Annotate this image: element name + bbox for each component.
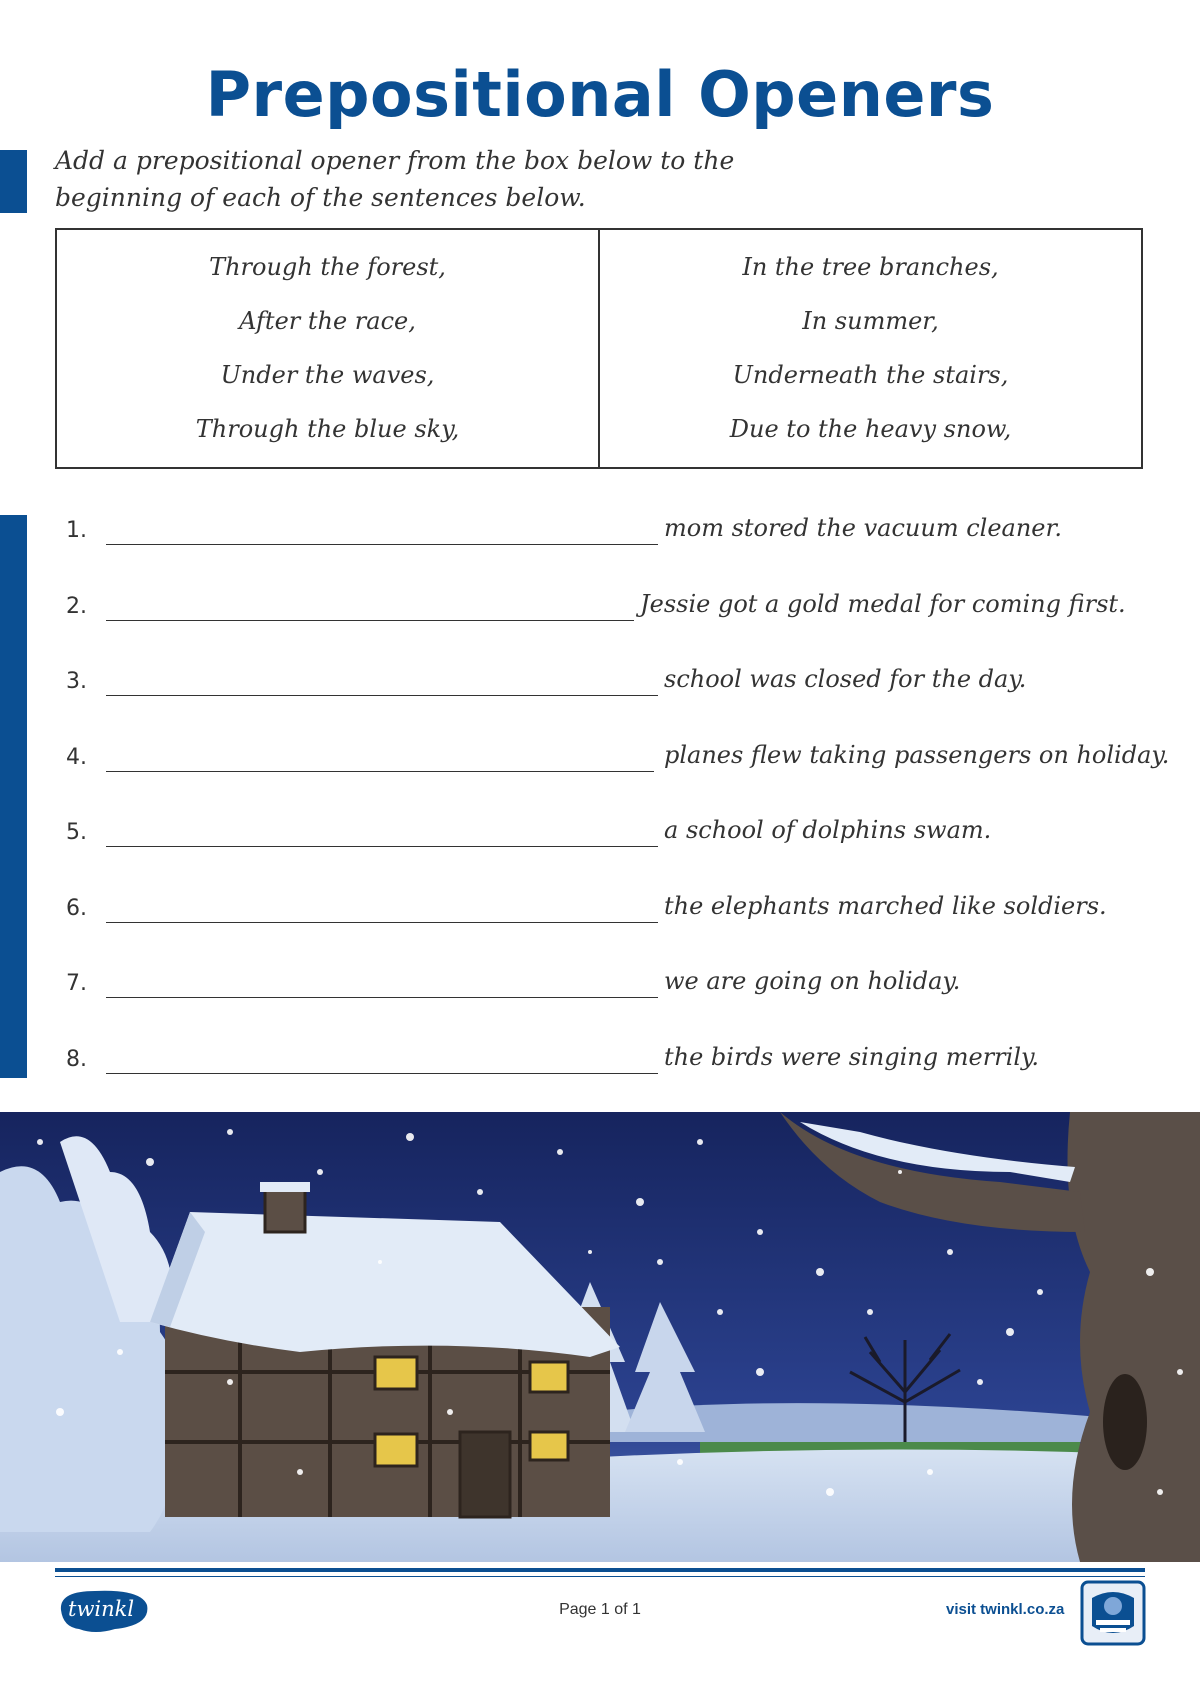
sentence-ending: mom stored the vacuum cleaner. xyxy=(664,514,1062,542)
exercise-number: 5. xyxy=(66,820,87,845)
answer-blank[interactable] xyxy=(106,544,658,545)
exercise-row xyxy=(0,965,1200,1005)
exercise-row xyxy=(0,890,1200,930)
sentence-ending: planes flew taking passengers on holiday. xyxy=(664,741,1170,769)
exercise-row xyxy=(0,739,1200,779)
twinkl-logo-text: twinkl xyxy=(68,1597,135,1621)
exercise-row xyxy=(0,814,1200,854)
exercise-number: 8. xyxy=(66,1047,87,1072)
word-option: Under the waves, xyxy=(220,361,435,389)
answer-blank[interactable] xyxy=(106,846,658,847)
word-option: Due to the heavy snow, xyxy=(729,415,1012,443)
exercise-row xyxy=(0,663,1200,703)
exercise-number: 6. xyxy=(66,896,87,921)
exercise-row xyxy=(0,512,1200,552)
sentence-ending: the elephants marched like soldiers. xyxy=(664,892,1107,920)
exercise-row xyxy=(0,1041,1200,1081)
answer-blank[interactable] xyxy=(106,922,658,923)
sentence-ending: Jessie got a gold medal for coming first. xyxy=(640,590,1126,618)
answer-blank[interactable] xyxy=(106,997,658,998)
exercise-number: 3. xyxy=(66,669,87,694)
instructions-text: Add a prepositional opener from the box below to the beginning of each of the sentences below. xyxy=(55,146,735,212)
word-option: Through the forest, xyxy=(209,253,446,281)
answer-blank[interactable] xyxy=(106,620,634,621)
word-box-right-column xyxy=(598,230,1141,467)
word-option: Underneath the stairs, xyxy=(732,361,1009,389)
website-link[interactable]: visit twinkl.co.za xyxy=(946,1601,1065,1618)
footer-divider-thin xyxy=(55,1576,1145,1577)
sentence-ending: the birds were singing merrily. xyxy=(664,1043,1039,1071)
word-option: After the race, xyxy=(239,307,416,335)
page-number: Page 1 of 1 xyxy=(559,1601,641,1618)
exercise-number: 2. xyxy=(66,594,87,619)
word-box xyxy=(55,228,1143,469)
exercise-number: 7. xyxy=(66,971,87,996)
answer-blank[interactable] xyxy=(106,1073,658,1074)
snowy-house-picture xyxy=(0,1112,1200,1562)
word-box-left-column xyxy=(57,230,598,467)
quality-standard-badge-icon xyxy=(1078,1578,1148,1648)
sentence-ending: we are going on holiday. xyxy=(664,967,961,995)
answer-blank[interactable] xyxy=(106,695,658,696)
page-title: Prepositional Openers xyxy=(205,58,995,131)
footer-divider xyxy=(55,1568,1145,1572)
exercise-row xyxy=(0,588,1200,628)
exercise-number: 4. xyxy=(66,745,87,770)
side-accent-bar-top xyxy=(0,150,27,213)
exercise-number: 1. xyxy=(66,518,87,543)
sentence-ending: school was closed for the day. xyxy=(664,665,1027,693)
winter-scene-illustration xyxy=(0,1112,1200,1562)
sentence-ending: a school of dolphins swam. xyxy=(664,816,992,844)
answer-blank[interactable] xyxy=(106,771,654,772)
word-option: In the tree branches, xyxy=(742,253,999,281)
word-option: Through the blue sky, xyxy=(195,415,460,443)
word-option: In summer, xyxy=(802,307,939,335)
